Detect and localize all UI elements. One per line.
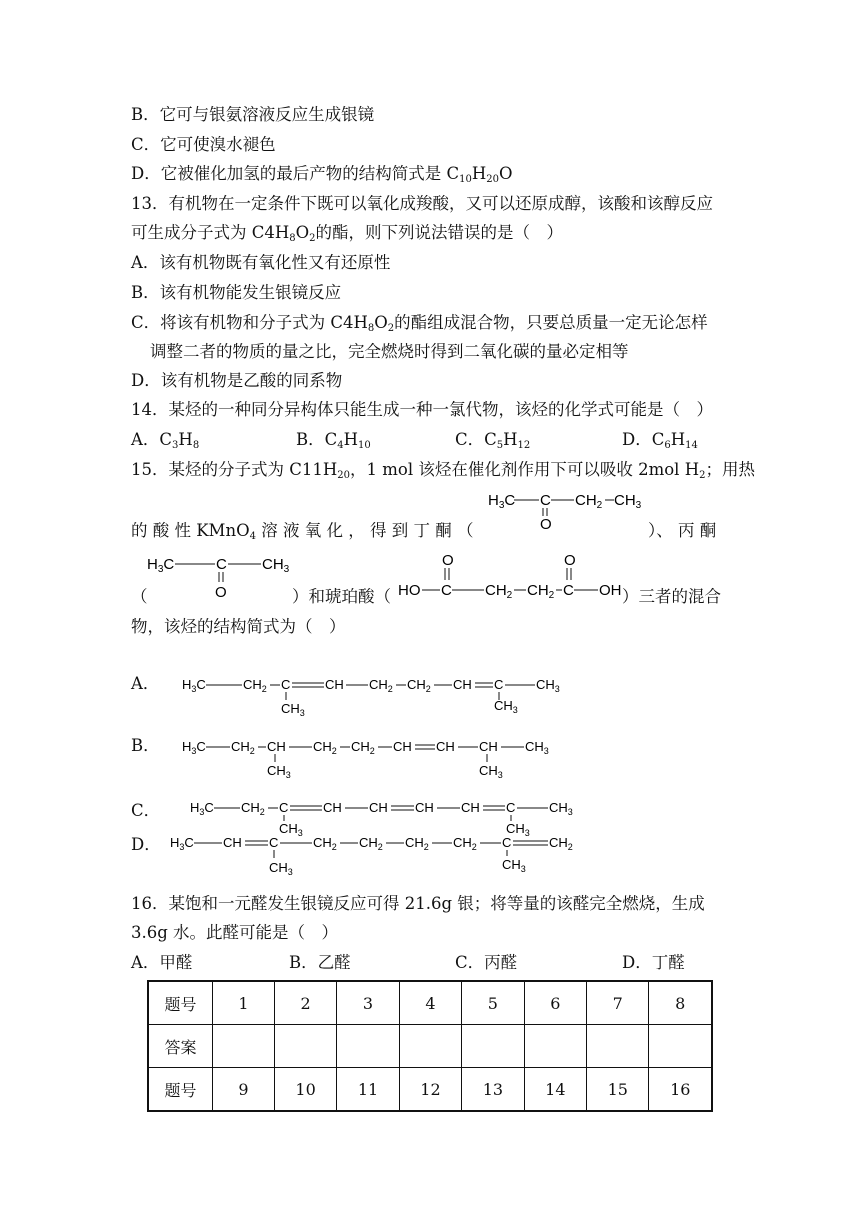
q13-option-b: B．该有机物能发生银镜反应 [131,283,342,302]
table-cell: 11 [337,1068,399,1112]
answer-cell[interactable] [649,1025,712,1068]
q15-option-a-label: A． [131,674,160,693]
table-cell: 3 [337,981,399,1025]
answer-cell[interactable] [524,1025,586,1068]
table-row [148,981,712,1025]
svg-text:C: C [540,492,551,509]
q16-option-a: A．甲醛 [131,953,193,972]
svg-text:CH2: $CH_2$ [407,677,431,694]
table-header-cell: 答案 [148,1025,213,1068]
q15-stem-line4: 物，该烃的结构简式为（ ） [131,617,346,636]
svg-text:CH3: $CH_3$ [502,857,526,874]
q14-stem: 14．某烃的一种同分异构体只能生成一种一氯代物，该烃的化学式可能是（ ） [131,400,713,419]
q13-option-c-line2: 调整二者的物质的量之比，完全燃烧时得到二氧化碳的量必定相等 [150,342,629,361]
table-cell: 2 [274,981,336,1025]
svg-text:CH2: $CH_2$ [369,677,393,694]
table-cell: 5 [462,981,524,1025]
table-cell: 9 [213,1068,275,1112]
svg-text:CH2: $CH_2$ [243,677,267,694]
table-cell: 1 [213,981,275,1025]
q15-option-b-structure [180,730,580,780]
q15-option-c-label: C． [131,801,161,820]
table-cell: 10 [274,1068,336,1112]
q13-option-d: D．该有机物是乙酸的同系物 [131,371,343,390]
svg-text:H3C: $H_3C$ [182,739,206,756]
svg-text:CH2: $CH_2$ [231,739,255,756]
table-cell: 13 [462,1068,524,1112]
q15-stem-line2c: ）、 丙 酮 [648,521,717,540]
q15-option-a-structure [180,668,580,718]
table-header-cell: 题号 [148,1068,213,1112]
svg-text:CH3: $CH_3$ [614,492,642,511]
q12-option-c: C．它可使溴水褪色 [131,135,276,154]
svg-text:CH3: $CH_3$ [536,677,560,694]
svg-text:C: C [441,582,452,599]
svg-text:CH3: $CH_3$ [279,821,303,838]
answer-table [147,980,713,1112]
q15-stem-line3a: （ [131,587,148,606]
svg-text:C: C [494,677,504,692]
table-header-cell: 题号 [148,981,213,1025]
svg-text:O: O [540,516,552,532]
svg-text:CH3: $CH_3$ [506,821,530,838]
svg-text:H3C: $H_3C$ [190,800,214,817]
svg-text:CH2: $CH_2$ [313,835,337,852]
q14-option-b: B．$C_4H_{10}$ [296,430,371,451]
q15-stem-line1: 15．某烃的分子式为 $C11H_{20}$，1 mol 该烃在催化剂作用下可以吸收 2mol $H_2$；用热 [131,460,755,481]
svg-text:CH2: $CH_2$ [313,739,337,756]
svg-text:CH: CH [479,739,498,754]
svg-text:O: O [442,552,454,569]
svg-text:CH2: $CH_2$ [405,835,429,852]
svg-text:C: C [506,800,516,815]
q15-option-d-label: D． [131,835,161,854]
svg-text:CH2: $CH_2$ [527,582,555,601]
svg-text:CH3: $CH_3$ [494,698,518,715]
svg-text:CH3: $CH_3$ [549,800,573,817]
table-cell: 4 [399,981,461,1025]
svg-text:CH: CH [267,739,286,754]
q13-stem-line2: 可生成分子式为 $C4H_8O_2$的酯，则下列说法错误的是（ ） [131,223,564,244]
q14-option-d: D．$C_6H_{14}$ [622,430,698,451]
svg-text:CH: CH [453,677,472,692]
svg-text:HO: HO [398,582,421,599]
svg-text:CH2: $CH_2$ [359,835,383,852]
answer-cell[interactable] [274,1025,336,1068]
acetone-structure [143,550,293,600]
svg-text:H3C: $H_3C$ [182,677,206,694]
svg-text:CH: CH [223,835,242,850]
svg-text:CH: CH [415,800,434,815]
answer-cell[interactable] [337,1025,399,1068]
q15-option-b-label: B． [131,736,160,755]
svg-text:CH3: $CH_3$ [525,739,549,756]
svg-text:CH: CH [461,800,480,815]
svg-text:CH3: $CH_3$ [269,860,293,877]
table-row [148,1025,712,1068]
q14-option-c: C．$C_5H_{12}$ [455,430,531,451]
table-cell: 16 [649,1068,712,1112]
svg-text:C: C [563,582,574,599]
svg-text:H3C: $H_3C$ [488,492,516,511]
answer-cell[interactable] [462,1025,524,1068]
succinic-acid-structure [396,550,631,606]
svg-text:H3C: $H_3C$ [170,835,194,852]
table-cell: 15 [587,1068,649,1112]
table-cell: 8 [649,981,712,1025]
table-row [148,1068,712,1112]
svg-text:CH2: $CH_2$ [351,739,375,756]
table-cell: 12 [399,1068,461,1112]
svg-text:CH: CH [393,739,412,754]
q16-stem-line2: 3.6g 水。此醛可能是（ ） [131,923,339,942]
svg-text:C: C [279,800,289,815]
svg-text:C: C [281,677,291,692]
butanone-structure [484,486,649,532]
svg-text:CH2: $CH_2$ [241,800,265,817]
svg-text:CH3: $CH_3$ [267,763,291,780]
svg-text:CH: CH [325,677,344,692]
svg-text:CH: CH [369,800,388,815]
q15-stem-line2a: 的 酸 性 KMnO$_4$ 溶 液 氧 化 ， 得 到 丁 酮 （ [131,521,474,542]
svg-text:H3C: $H_3C$ [147,556,175,575]
svg-text:O: O [564,552,576,569]
svg-text:CH2: $CH_2$ [549,835,573,852]
answer-cell[interactable] [399,1025,461,1068]
svg-text:CH2: $CH_2$ [575,492,603,511]
svg-text:C: C [502,835,512,850]
q15-stem-line3c: ）三者的混合 [622,587,721,606]
svg-text:OH: OH [599,582,622,599]
svg-text:CH2: $CH_2$ [485,582,513,601]
svg-text:C: C [216,556,227,573]
svg-text:CH3: $CH_3$ [262,556,290,575]
svg-text:O: O [215,584,227,600]
q12-option-b: B．它可与银氨溶液反应生成银镜 [131,105,375,124]
svg-text:CH: CH [323,800,342,815]
q14-option-a: A．$C_3H_8$ [131,430,200,451]
q13-option-c-line1: C．将该有机物和分子式为 $C4H_8O_2$的酯组成混合物，只要总质量一定无论怎样 [131,313,708,334]
q16-option-c: C．丙醛 [455,953,518,972]
svg-text:CH3: $CH_3$ [479,763,503,780]
q13-stem-line1: 13．有机物在一定条件下既可以氧化成羧酸，又可以还原成醇，该酸和该醇反应 [131,194,713,213]
q15-stem-line3b: ）和琥珀酸（ [292,587,391,606]
answer-cell[interactable] [213,1025,275,1068]
q16-option-d: D．丁醛 [622,953,685,972]
table-cell: 7 [587,981,649,1025]
svg-text:CH2: $CH_2$ [453,835,477,852]
svg-text:CH3: $CH_3$ [281,701,305,718]
svg-text:CH: CH [436,739,455,754]
table-cell: 14 [524,1068,586,1112]
q12-option-d: D．它被催化加氢的最后产物的结构简式是 $C_{10}H_{20}O$ [131,164,513,185]
q13-option-a: A．该有机物既有氧化性又有还原性 [131,253,391,272]
q16-option-b: B．乙醛 [289,953,351,972]
svg-text:C: C [269,835,279,850]
table-cell: 6 [524,981,586,1025]
answer-cell[interactable] [587,1025,649,1068]
q16-stem-line1: 16．某饱和一元醛发生银镜反应可得 21.6g 银；将等量的该醛完全燃烧，生成 [131,894,705,913]
q15-option-d-structure [168,826,588,878]
